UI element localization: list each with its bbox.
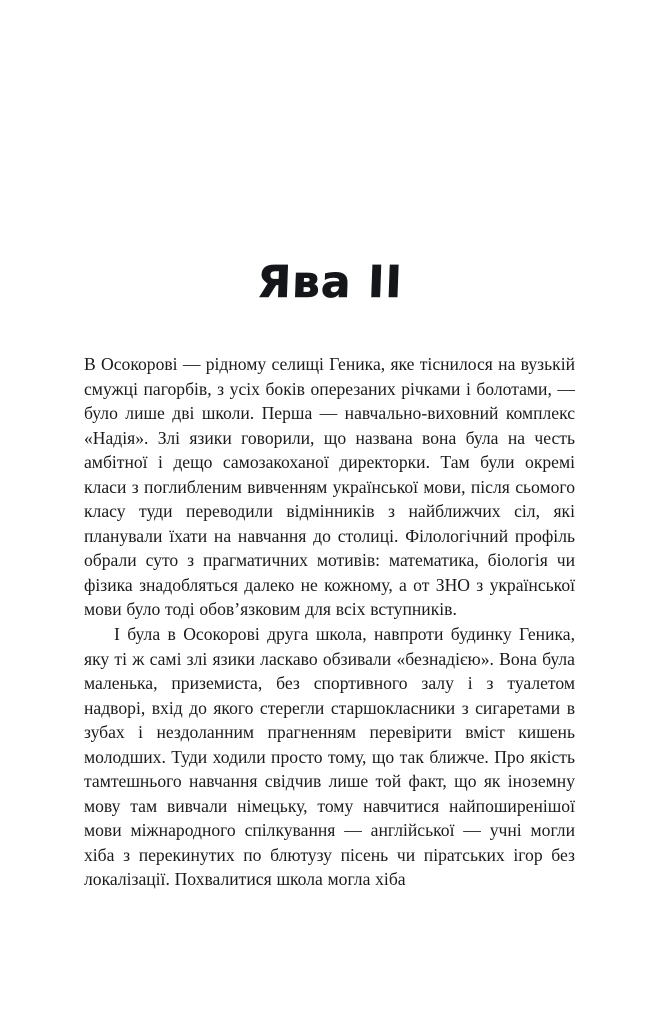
chapter-title: Ява ІІ [256, 257, 404, 309]
body-text-column [84, 352, 575, 892]
paragraph: І була в Осокорові друга школа, навпроти будинку Геника, яку ті ж самі злі язики ласкаво обзивали «безнадією». Вона була маленька, приземиста, без спортивного залу і з туалетом надворі, вхід до якого стерегли старшокласники з сигаретами в зубах і нездоланним прагненням перевірити вміст кишень молодших. Туди ходили просто тому, що так ближче. Про якість тамтешнього навчання свідчив лише той факт, що як іноземну мову там вивчали німецьку, тому навчитися найпоширенішої мови міжнародного спілкування — англійської — учні могли хіба з перекинутих по блютузу пісень чи піратських ігор без локалізації. Похвалитися школа могла хіба [84, 624, 575, 890]
paragraph: В Осокорові — рідному селищі Геника, яке тіснилося на вузькій смужці пагорбів, з усіх боків оперезаних річками і болотами, — було лише дві школи. Перша — навчально-виховний комплекс «Надія». Злі язики говорили, що названа вона була на честь амбітної і дещо самозакоханої директорки. Там були окремі класи з поглибленим вивченням української мови, після сьомого класу туди переводили відмінників з найближчих сіл, які планували їхати на навчання до столиці. Філологічний профіль обрали суто з прагматичних мотивів: математика, біологія чи фізика знадобляться далеко не кожному, а от ЗНО з української мови було тоді обов’язковим для всіх вступників. [84, 354, 575, 620]
